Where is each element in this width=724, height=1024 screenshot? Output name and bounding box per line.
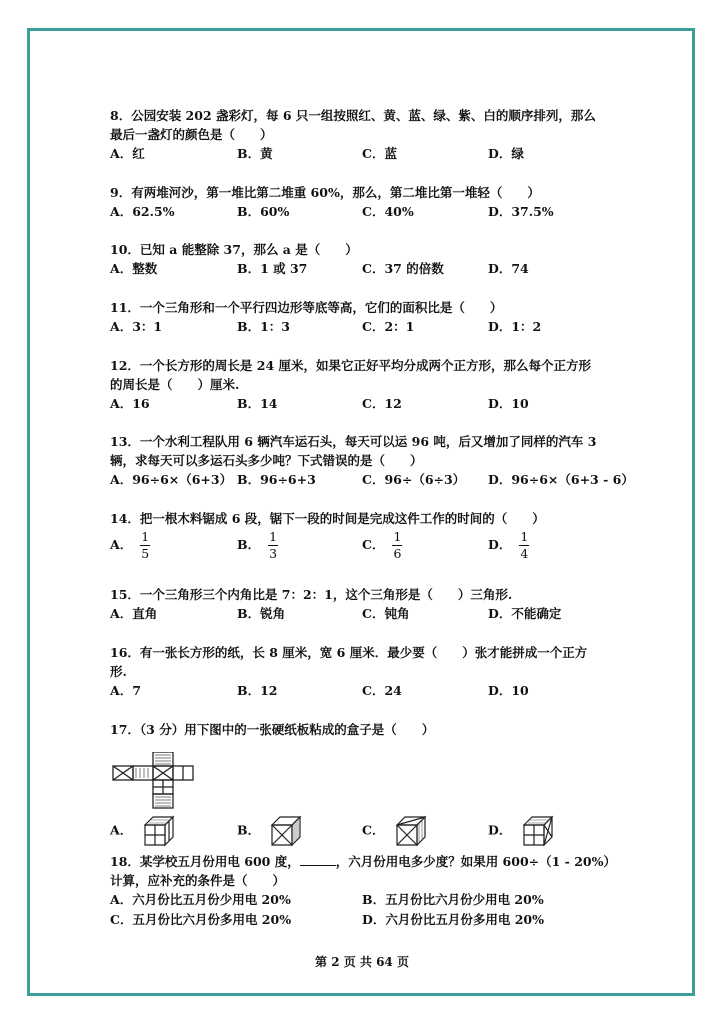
fraction	[268, 530, 278, 561]
denominator: 3	[269, 546, 278, 561]
option-c[interactable]: C．五月份比六月份多用电 20%	[110, 912, 292, 927]
option-d[interactable]: D．1：2	[488, 319, 542, 334]
option-a[interactable]: A．62.5%	[110, 204, 175, 219]
question-text-line: 10．已知 a 能整除 37，那么 a 是（ ）	[110, 242, 358, 257]
fraction	[519, 530, 529, 561]
question-18	[110, 852, 620, 930]
question-10	[110, 240, 620, 278]
options	[110, 681, 620, 700]
option-b[interactable]: B．1：3	[237, 319, 290, 334]
question-text-line	[110, 852, 620, 871]
denominator: 6	[393, 546, 402, 561]
option-b[interactable]: B．五月份比六月份少用电 20%	[362, 892, 544, 907]
answer-blank[interactable]	[300, 853, 336, 866]
option-letter: A．	[110, 537, 133, 552]
option-b[interactable]: B．12	[237, 683, 278, 698]
question-15	[110, 585, 620, 623]
option-d[interactable]: D．不能确定	[488, 606, 562, 621]
option-c[interactable]	[362, 530, 402, 561]
option-d[interactable]: D．10	[488, 683, 529, 698]
fraction	[140, 530, 150, 561]
question-text-part: ，六月份用电多少度？如果用 600÷（1 - 20%）	[335, 854, 616, 869]
options-row	[110, 890, 620, 910]
options	[110, 317, 620, 336]
option-letter: C．	[362, 537, 385, 552]
option-a[interactable]	[110, 815, 175, 847]
denominator: 5	[141, 546, 150, 561]
option-letter: C．	[362, 822, 385, 838]
cube-option-b-icon	[270, 815, 302, 847]
option-c[interactable]: C．2：1	[362, 319, 415, 334]
question-text-line: 11．一个三角形和一个平行四边形等底等高，它们的面积比是（ ）	[110, 300, 503, 315]
numerator: 1	[269, 529, 278, 544]
option-d[interactable]: D．74	[488, 261, 529, 276]
options	[110, 144, 620, 163]
question-16	[110, 643, 620, 700]
options	[110, 604, 620, 623]
question-text-line: 12．一个长方形的周长是 24 厘米，如果它正好平均分成两个正方形，那么每个正方形	[110, 358, 591, 373]
option-a[interactable]: A．六月份比五月份少用电 20%	[110, 892, 291, 907]
question-17	[110, 720, 620, 739]
option-letter: B．	[237, 822, 261, 838]
option-letter: B．	[237, 537, 261, 552]
option-c[interactable]	[362, 815, 427, 847]
question-text-line: 13．一个水利工程队用 6 辆汽车运石头，每天可以运 96 吨，后又增加了同样的汽车 3	[110, 434, 597, 449]
question-text-line: 形.	[110, 664, 127, 679]
option-d[interactable]: D．绿	[488, 146, 524, 161]
option-c[interactable]: C．96÷（6÷3）	[362, 472, 466, 487]
option-b[interactable]: B．60%	[237, 204, 290, 219]
question-text-line: 16．有一张长方形的纸，长 8 厘米，宽 6 厘米．最少要（ ）张才能拼成一个正方	[110, 645, 588, 660]
option-a[interactable]: A．红	[110, 146, 145, 161]
question-text-line: 计算，应补充的条件是（ ）	[110, 873, 286, 888]
question-text-line: 8．公园安装 202 盏彩灯，每 6 只一组按照红、黄、蓝、绿、紫、白的顺序排列，那么	[110, 108, 596, 123]
cube-net-figure	[110, 752, 196, 810]
question-text-line: 的周长是（ ）厘米.	[110, 377, 240, 392]
option-letter: D．	[488, 537, 512, 552]
option-a[interactable]: A．16	[110, 396, 150, 411]
options	[110, 815, 620, 849]
option-d[interactable]: D．六月份比五月份多用电 20%	[362, 912, 544, 927]
question-text-line: 辆，求每天可以多运石头多少吨？下式错误的是（ ）	[110, 453, 423, 468]
option-b[interactable]: B．锐角	[237, 606, 286, 621]
question-9	[110, 183, 620, 221]
fraction	[392, 530, 402, 561]
option-a[interactable]: A．96÷6×（6+3）	[110, 472, 233, 487]
option-b[interactable]	[237, 815, 302, 847]
option-a[interactable]	[110, 530, 150, 561]
option-letter: A．	[110, 822, 133, 838]
options	[110, 530, 620, 570]
page-number-footer: 第 2 页 共 64 页	[315, 955, 409, 969]
cube-option-c-icon	[395, 815, 427, 847]
option-d[interactable]: D．10	[488, 396, 529, 411]
question-text-part: 18．某学校五月份用电 600 度，	[110, 854, 300, 869]
option-c[interactable]: C．12	[362, 396, 402, 411]
option-c[interactable]: C．37 的倍数	[362, 261, 444, 276]
options	[110, 259, 620, 278]
question-11	[110, 298, 620, 336]
question-text-line: 17．（3 分）用下图中的一张硬纸板粘成的盒子是（ ）	[110, 722, 435, 737]
option-c[interactable]: C．40%	[362, 204, 414, 219]
question-text-line: 15．一个三角形三个内角比是 7：2：1，这个三角形是（ ）三角形.	[110, 587, 513, 602]
option-d[interactable]	[488, 815, 554, 847]
options-row	[110, 910, 620, 930]
question-17-options	[110, 815, 620, 849]
options	[110, 202, 620, 221]
option-b[interactable]: B．96÷6+3	[237, 472, 316, 487]
option-c[interactable]: C．钝角	[362, 606, 410, 621]
option-letter: D．	[488, 822, 512, 838]
option-b[interactable]	[237, 530, 278, 561]
option-d[interactable]: D．37.5%	[488, 204, 554, 219]
denominator: 4	[520, 546, 529, 561]
option-c[interactable]: C．蓝	[362, 146, 397, 161]
option-c[interactable]: C．24	[362, 683, 402, 698]
option-d[interactable]	[488, 530, 529, 561]
option-a[interactable]: A．整数	[110, 261, 158, 276]
cube-option-a-icon	[143, 815, 175, 847]
numerator: 1	[520, 529, 529, 544]
option-b[interactable]: B．黄	[237, 146, 273, 161]
option-b[interactable]: B．1 或 37	[237, 261, 308, 276]
question-14	[110, 509, 620, 570]
options	[110, 394, 620, 413]
option-b[interactable]: B．14	[237, 396, 278, 411]
option-a[interactable]: A．3：1	[110, 319, 163, 334]
question-text-line: 最后一盏灯的颜色是（ ）	[110, 127, 273, 142]
question-13	[110, 432, 634, 489]
question-12	[110, 356, 620, 413]
question-8	[110, 106, 620, 163]
option-d[interactable]: D．96÷6×（6+3 - 6）	[488, 472, 634, 487]
option-a[interactable]: A．直角	[110, 606, 158, 621]
question-text-line: 9．有两堆河沙，第一堆比第二堆重 60%，那么，第二堆比第一堆轻（ ）	[110, 185, 540, 200]
numerator: 1	[141, 529, 150, 544]
cube-option-d-icon	[522, 815, 554, 847]
option-a[interactable]: A．7	[110, 683, 141, 698]
numerator: 1	[393, 529, 402, 544]
options	[110, 470, 634, 489]
question-text-line: 14．把一根木料锯成 6 段，锯下一段的时间是完成这件工作的时间的（ ）	[110, 511, 545, 526]
